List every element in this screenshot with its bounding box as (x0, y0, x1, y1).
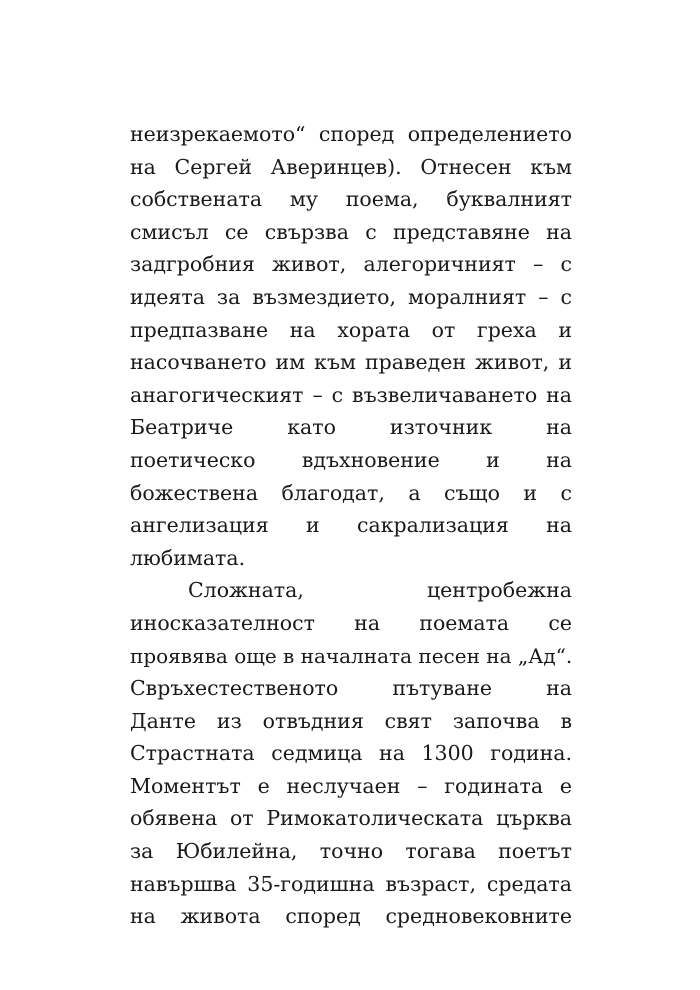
paragraph-first-line: Сложната, центробежна (188, 578, 572, 603)
text-line: смисъл се свързва с представяне на (130, 219, 572, 244)
text-line: Свръхестественото пътуване на (130, 676, 572, 701)
text-line: ангелизация и сакрализация на (130, 513, 572, 538)
text-line: поетическо вдъхновение и на (130, 447, 572, 472)
text-line: Данте из отвъдния свят започва в (130, 708, 572, 733)
text-line: божествена благодат, а също и с (130, 480, 572, 505)
text-line: Моментът е неслучаен – годината е (130, 773, 572, 798)
text-line: за Юбилейна, точно тогава поетът (130, 839, 572, 864)
text-line: неизрекаемото“ според определението (130, 122, 572, 146)
text-line: иносказателност на поемата се (130, 610, 572, 635)
text-line: собствената му поема, буквалният (130, 187, 572, 212)
text-line: Беатриче като източник на (130, 415, 572, 440)
text-line: навършва 35-годишна възраст, средата (130, 871, 572, 896)
text-line: проявява още в началната песен на „Ад“. (130, 643, 573, 668)
text-line: идеята за възмездието, моралният – с (130, 284, 572, 309)
text-line: обявена от Римокатолическата църква (130, 806, 572, 831)
text-line: задгробния живот, алегоричният – с (130, 252, 572, 277)
text-line: Страстната седмица на 1300 година. (130, 741, 572, 766)
text-line: любимата. (130, 545, 246, 570)
text-line: на живота според средновековните (130, 904, 572, 929)
text-line: анагогическият – с възвеличаването на (130, 382, 572, 407)
text-line: насочването им към праведен живот, и (130, 350, 572, 375)
text-line: на Сергей Аверинцев). Отнесен към (130, 154, 572, 179)
text-line: предпазване на хората от греха и (130, 317, 572, 342)
body-text (130, 118, 572, 933)
